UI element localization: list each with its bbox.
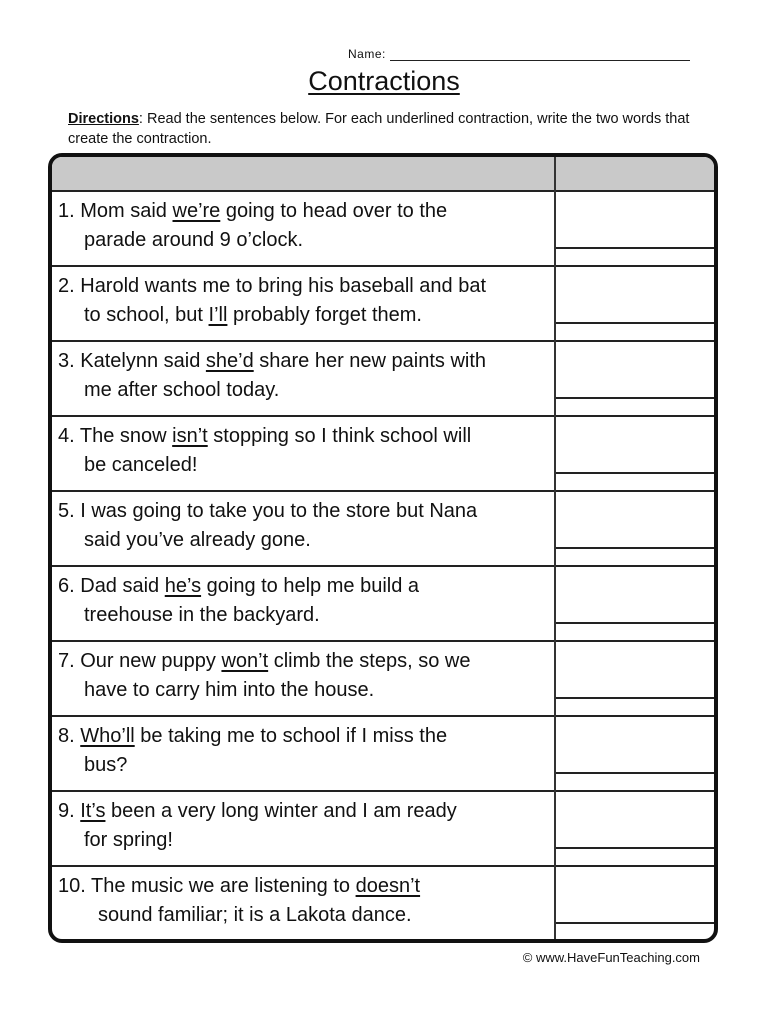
page-title: Contractions: [308, 66, 460, 96]
answer-line: [556, 922, 714, 924]
question-text-after: stopping so I think school will: [207, 425, 472, 447]
question-text-line2: have to carry him into the house.: [84, 679, 375, 701]
answer-line: [556, 547, 714, 549]
question-line-1: [58, 497, 550, 526]
question-text-line2: for spring!: [84, 829, 173, 851]
question-text-before: Harold wants me to bring his baseball and bat: [74, 275, 487, 297]
question-text-line2: be canceled!: [84, 454, 198, 476]
question-text: [58, 347, 550, 405]
question-line-2: [58, 676, 550, 705]
question-text: [58, 872, 550, 930]
question-line-1: [58, 422, 550, 451]
question-number: 3.: [58, 350, 75, 372]
answer-field[interactable]: [556, 492, 714, 547]
question-line-2: [58, 526, 550, 555]
question-text: [58, 197, 550, 255]
answer-field[interactable]: [556, 867, 714, 922]
question-number: 7.: [58, 650, 75, 672]
question-line-2: [58, 451, 550, 480]
answer-field[interactable]: [556, 267, 714, 322]
question-text-before: Our new puppy: [74, 650, 222, 672]
question-line-2: [58, 826, 550, 855]
name-field-row: [348, 47, 690, 61]
question-line-2: [58, 226, 550, 255]
answer-line: [556, 247, 714, 249]
underlined-contraction: we’re: [172, 200, 221, 222]
answer-field[interactable]: [556, 717, 714, 772]
question-number: 8.: [58, 725, 75, 747]
underlined-contraction: It’s: [80, 800, 106, 822]
question-text-after: probably forget them.: [227, 304, 422, 326]
question-text-after: climb the steps, so we: [268, 650, 471, 672]
underlined-contraction: she’d: [205, 350, 254, 372]
copyright-footer: © www.HaveFunTeaching.com: [522, 950, 700, 965]
question-line-2: [58, 301, 550, 330]
answer-line: [556, 697, 714, 699]
answer-field[interactable]: [556, 642, 714, 697]
question-number: 4.: [58, 425, 75, 447]
question-text-after: be taking me to school if I miss the: [134, 725, 448, 747]
question-number: 6.: [58, 575, 75, 597]
question-text-line2: said you’ve already gone.: [84, 529, 311, 551]
question-line-1: [58, 872, 550, 901]
underlined-contraction: he’s: [164, 575, 202, 597]
question-line-1: [58, 722, 550, 751]
answer-line: [556, 322, 714, 324]
question-text-after: going to help me build a: [201, 575, 420, 597]
answer-line: [556, 622, 714, 624]
answer-field[interactable]: [556, 792, 714, 847]
directions-text: : Read the sentences below. For each underlined contraction, write the two words that create the contraction.: [68, 111, 690, 147]
question-text: [58, 797, 550, 855]
underlined-contraction: isn’t: [172, 425, 208, 447]
answer-field[interactable]: [556, 567, 714, 622]
question-text-after: share her new paints with: [253, 350, 487, 372]
directions: [68, 109, 708, 149]
answer-line: [556, 772, 714, 774]
question-number: 9.: [58, 800, 75, 822]
directions-label: Directions: [68, 111, 139, 127]
question-row: [52, 642, 714, 717]
question-text-line2: parade around 9 o’clock.: [84, 229, 304, 251]
question-text: [58, 572, 550, 630]
question-row: [52, 867, 714, 942]
name-label: Name:: [348, 47, 386, 61]
question-text-line2: me after school today.: [84, 379, 280, 401]
question-text-after: been a very long winter and I am ready: [105, 800, 457, 822]
question-text-before: Katelynn said: [74, 350, 206, 372]
question-line-2: [58, 601, 550, 630]
question-line-1: [58, 647, 550, 676]
question-text-before: Dad said: [74, 575, 165, 597]
question-line-1: [58, 197, 550, 226]
question-row: [52, 492, 714, 567]
question-text-after: going to head over to the: [220, 200, 448, 222]
question-row: [52, 192, 714, 267]
worksheet-table: [48, 153, 718, 943]
question-line-1: [58, 347, 550, 376]
question-text: [58, 647, 550, 705]
question-row: [52, 342, 714, 417]
question-row: [52, 267, 714, 342]
answer-line: [556, 472, 714, 474]
question-text: [58, 722, 550, 780]
underlined-contraction: doesn’t: [355, 875, 421, 897]
answer-field[interactable]: [556, 192, 714, 247]
question-number: 10.: [58, 875, 86, 897]
question-number: 2.: [58, 275, 75, 297]
question-text: [58, 272, 550, 330]
question-row: [52, 792, 714, 867]
question-text-line2: sound familiar; it is a Lakota dance.: [98, 904, 412, 926]
question-text-line2: treehouse in the backyard.: [84, 604, 320, 626]
answer-line: [556, 397, 714, 399]
underlined-contraction: Who’ll: [80, 725, 135, 747]
answer-field[interactable]: [556, 342, 714, 397]
underlined-contraction: won’t: [221, 650, 269, 672]
table-header-row: [52, 157, 714, 192]
underlined-contraction: I’ll: [208, 304, 228, 326]
question-text-line2: bus?: [84, 754, 128, 776]
question-text-before: to school, but: [84, 304, 209, 326]
question-text-before: Mom said: [74, 200, 173, 222]
question-line-1: [58, 272, 550, 301]
question-row: [52, 417, 714, 492]
name-blank-line[interactable]: [390, 49, 690, 61]
question-text-before: The snow: [74, 425, 173, 447]
question-text: [58, 497, 550, 555]
question-number: 1.: [58, 200, 75, 222]
question-line-1: [58, 572, 550, 601]
question-text-before: The music we are listening to: [85, 875, 356, 897]
question-line-2: [58, 376, 550, 405]
question-line-1: [58, 797, 550, 826]
question-text: [58, 422, 550, 480]
question-text-before: I was going to take you to the store but Nana: [74, 500, 478, 522]
answer-field[interactable]: [556, 417, 714, 472]
answer-line: [556, 847, 714, 849]
question-row: [52, 567, 714, 642]
question-line-2: [58, 901, 550, 930]
question-number: 5.: [58, 500, 75, 522]
question-row: [52, 717, 714, 792]
question-line-2: [58, 751, 550, 780]
column-divider: [554, 157, 556, 939]
